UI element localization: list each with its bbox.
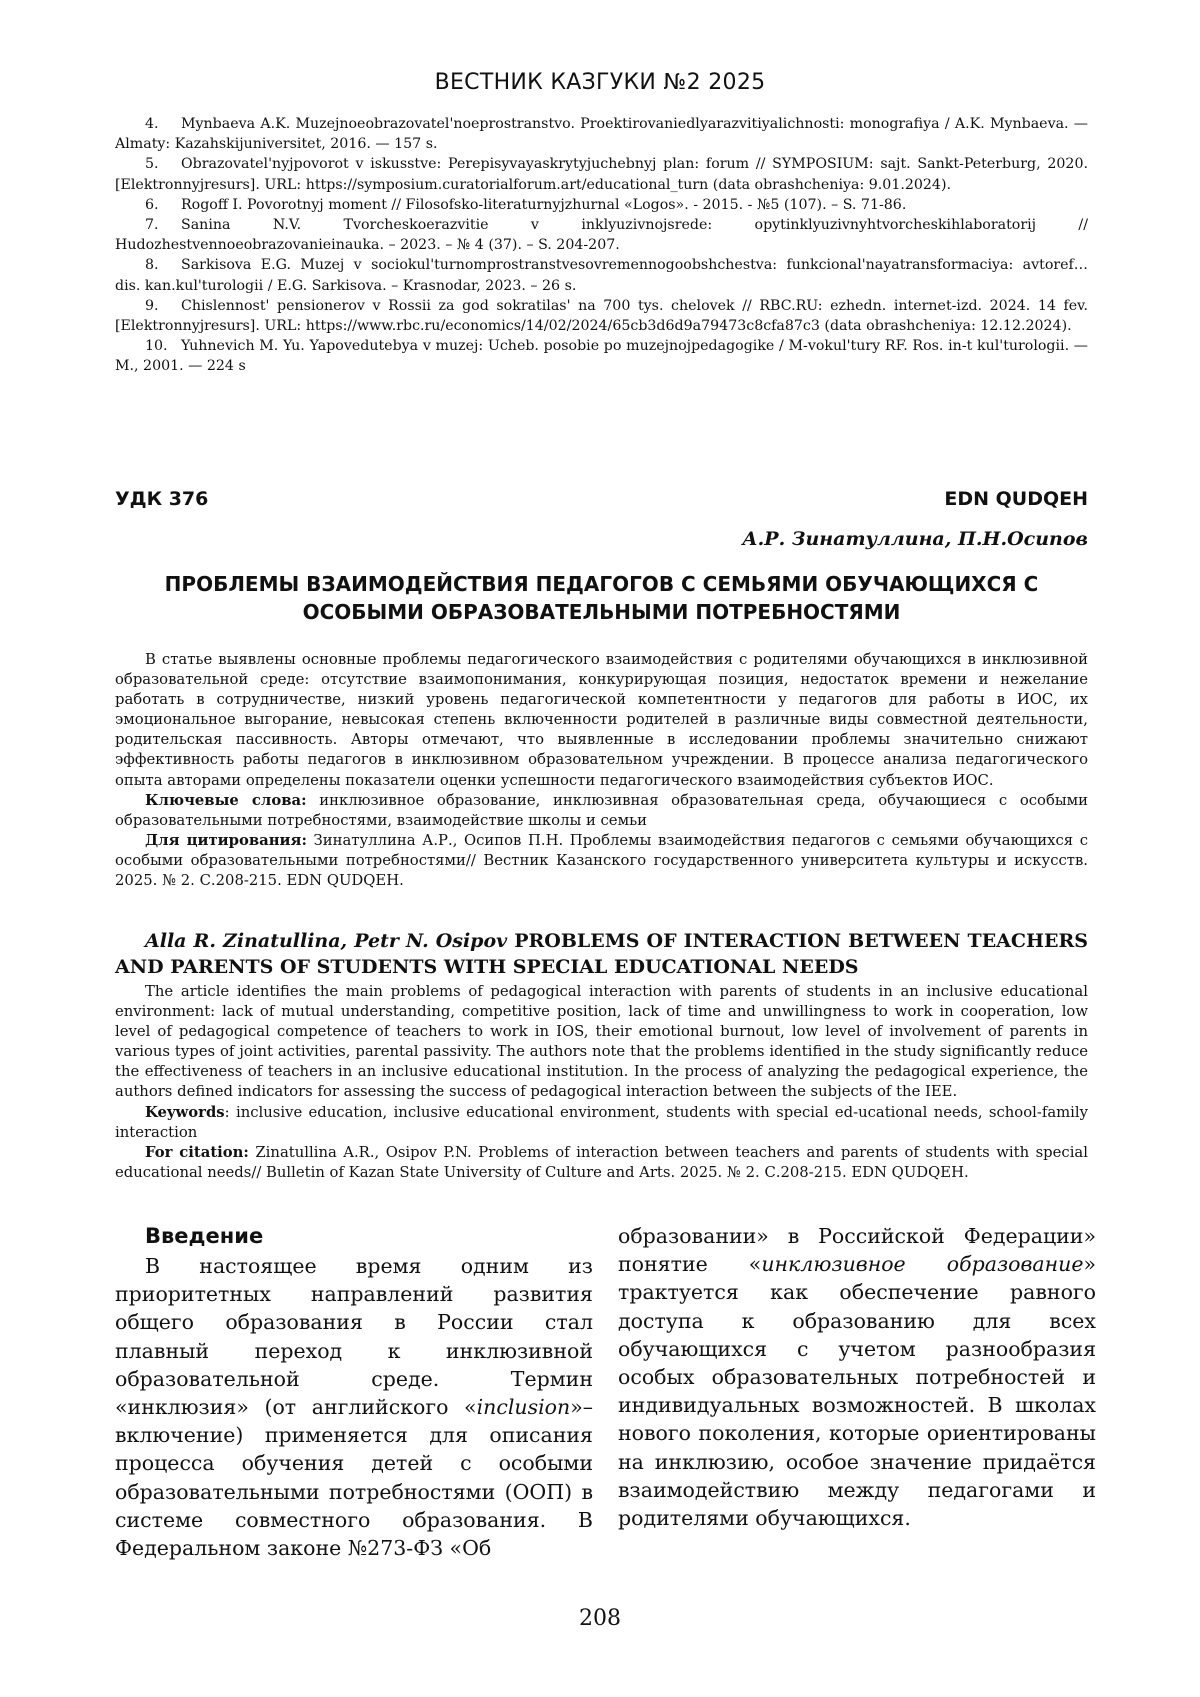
reference-item: 8. Sarkisova E.G. Muzej v sociokul'turnomprostranstvesovremennogoobshchestva: funkcional'nayatransformaciya: avtoref… dis. kan.kul'turologii / E.G. Sarkisova. – Krasnodar, 2023. – 26 s.: [115, 257, 1088, 294]
authors-ru: А.Р. Зинатуллина, П.Н.Осипов: [742, 528, 1088, 550]
page-number: 208: [579, 1606, 621, 1631]
reference-item: 4. Mynbaeva A.K. Muzejnoeobrazovatel'noeprostranstvo. Proektirovaniedlyarazvitiyalichnosti: monografiya / A.K. Mynbaeva. — Almaty: Kazahskijuniversitet, 2016. — 157 s.: [115, 116, 1088, 153]
keywords-ru: Ключевые слова: инклюзивное образование, инклюзивная образовательная среда, обучающиеся с особыми образовательными потребностями, взаимодействие школы и семьи: [115, 791, 1088, 829]
abstract-ru: [115, 650, 1088, 891]
running-header: ВЕСТНИК КАЗГУКИ №2 2025: [434, 70, 766, 95]
article-title-en: Alla R. Zinatullina, Petr N. Osipov PROBLEMS OF INTERACTION BETWEEN TEACHERS AND PARENTS OF STUDENTS WITH SPECIAL EDUCATIONAL NEEDS: [115, 930, 1088, 978]
body-paragraph: образовании» в Российской Федерации» понятие «инклюзивное образование» трактуется как обеспечение равного доступа к образованию для всех обучающихся с учетом разнообразия особых образовательных потребностей и индивидуальных возможностей. В школах нового поколения, которые ориентированы на инклюзию, особое значение придаётся взаимодействию между педагогами и родителями обучающихся.: [618, 1224, 1097, 1531]
article-title-ru: ПРОБЛЕМЫ ВЗАИМОДЕЙСТВИЯ ПЕДАГОГОВ С СЕМЬЯМИ ОБУЧАЮЩИХСЯ С ОСОБЫМИ ОБРАЗОВАТЕЛЬНЫМИ ПОТРЕБНОСТЯМИ: [164, 572, 1039, 624]
abstract-ru-text: В статье выявлены основные проблемы педагогического взаимодействия с родителями обучающихся в инклюзивной образовательной среде: отсутствие взаимопонимания, конкурирующая позиция, недостаток времени и нежелание работать в сотрудничестве, низкий уровень педагогической компетентности у педагогов для работы в ИОС, их эмоциональное выгорание, невысокая степень включенности родителей в различные виды совместной деятельности, родительская пассивность. Авторы отмечают, что выявленные в исследовании проблемы значительно снижают эффективность работы педагогов в инклюзивном образовательном учреждении. В процессе анализа педагогического опыта авторами определены показатели оценки успешности педагогического взаимодействия субъектов ИОС.: [115, 651, 1088, 789]
article-meta: [115, 488, 1088, 514]
citation-ru: Для цитирования: Зинатуллина А.Р., Осипов П.Н. Проблемы взаимодействия педагогов с семьями обучающихся с особыми образовательными потребностями// Вестник Казанского государственного университета культуры и искусств. 2025. № 2. С.208-215. EDN QUDQEH.: [115, 831, 1088, 890]
reference-item: 10. Yuhnevich M. Yu. Yapovedutebya v muzej: Ucheb. posobie po muzejnojpedagogike / M-vokul'tury RF. Ros. in-t kul'turologii. — M., 2001. — 224 s: [115, 338, 1088, 375]
reference-list: [115, 114, 1088, 377]
abstract-en: [115, 982, 1088, 1183]
reference-item: 9. Chislennost' pensionerov v Rossii za god sokratilas' na 700 tys. chelovek // RBC.RU: ezhedn. internet-izd. 2024. 14 fev. [Elektronnyjresurs]. URL: https://www.rbc.ru/economics/14/02/2024/65cb3d6d9a79473c8cfa87c3 (data obrashcheniya: 12.12.2024).: [115, 297, 1088, 335]
body-column-right: [618, 1222, 1096, 1532]
body-paragraph: В настоящее время одним из приоритетных направлений развития общего образования в России стал плавный переход к инклюзивной образовательной среде. Термин «инклюзия» (от английского «inclusion»– включение) применяется для описания процесса обучения детей с особыми образовательными потребностями (ООП) в системе совместного образования. В Федеральном законе №273-ФЗ «Об: [115, 1254, 593, 1561]
keywords-en: Keywords: inclusive education, inclusive educational environment, students with special ed-ucational needs, school-family interaction: [115, 1103, 1088, 1141]
udc-code: УДК 376: [115, 488, 209, 510]
reference-item: 7. Sanina N.V. Tvorcheskoerazvitie v inklyuzivnojsrede: opytinklyuzivnyhtvorcheskihlaboratorij // Hudozhestvennoeobrazovanieinauka. – 2023. – № 4 (37). – S. 204-207.: [115, 217, 1088, 254]
citation-en: For citation: Zinatullina A.R., Osipov P.N. Problems of interaction between teachers and parents of students with special educational needs// Bulletin of Kazan State University of Culture and Arts. 2025. № 2. С.208-215. EDN QUDQEH.: [115, 1143, 1088, 1181]
reference-item: 5. Obrazovatel'nyjpovorot v iskusstve: Perepisyvayaskrytyjuchebnyj plan: forum // SYMPOSIUM: sajt. Sankt-Peterburg, 2020. [Elektronnyjresurs]. URL: https://symposium.curatorialforum.art/educational_turn (data obrashcheniya: 9.01.2024).: [115, 156, 1088, 193]
abstract-en-text: The article identifies the main problems of pedagogical interaction with parents of students in an inclusive educational environment: lack of mutual understanding, competitive position, lack of time and unwillingness to work in cooperation, low level of pedagogical competence of teachers to work in IOS, their emotional burnout, low level of involvement of parents in various types of joint activities, parental passivity. The authors note that the problems identified in the study significantly reduce the effectiveness of teachers in an inclusive educational institution. In the process of analyzing the pedagogical experience, the authors defined indicators for assessing the success of pedagogical interaction between the subjects of the IEE.: [115, 983, 1088, 1101]
edn-code: EDN QUDQEH: [944, 488, 1088, 510]
body-column-left: [115, 1222, 593, 1562]
authors-en: Alla R. Zinatullina, Petr N. Osipov: [145, 930, 508, 952]
section-heading: Введение: [145, 1224, 264, 1248]
reference-item: 6. Rogoff I. Povorotnyj moment // Filosofsko-literaturnyjzhurnal «Logos». - 2015. - №5 (107). – S. 71-86.: [145, 196, 907, 213]
